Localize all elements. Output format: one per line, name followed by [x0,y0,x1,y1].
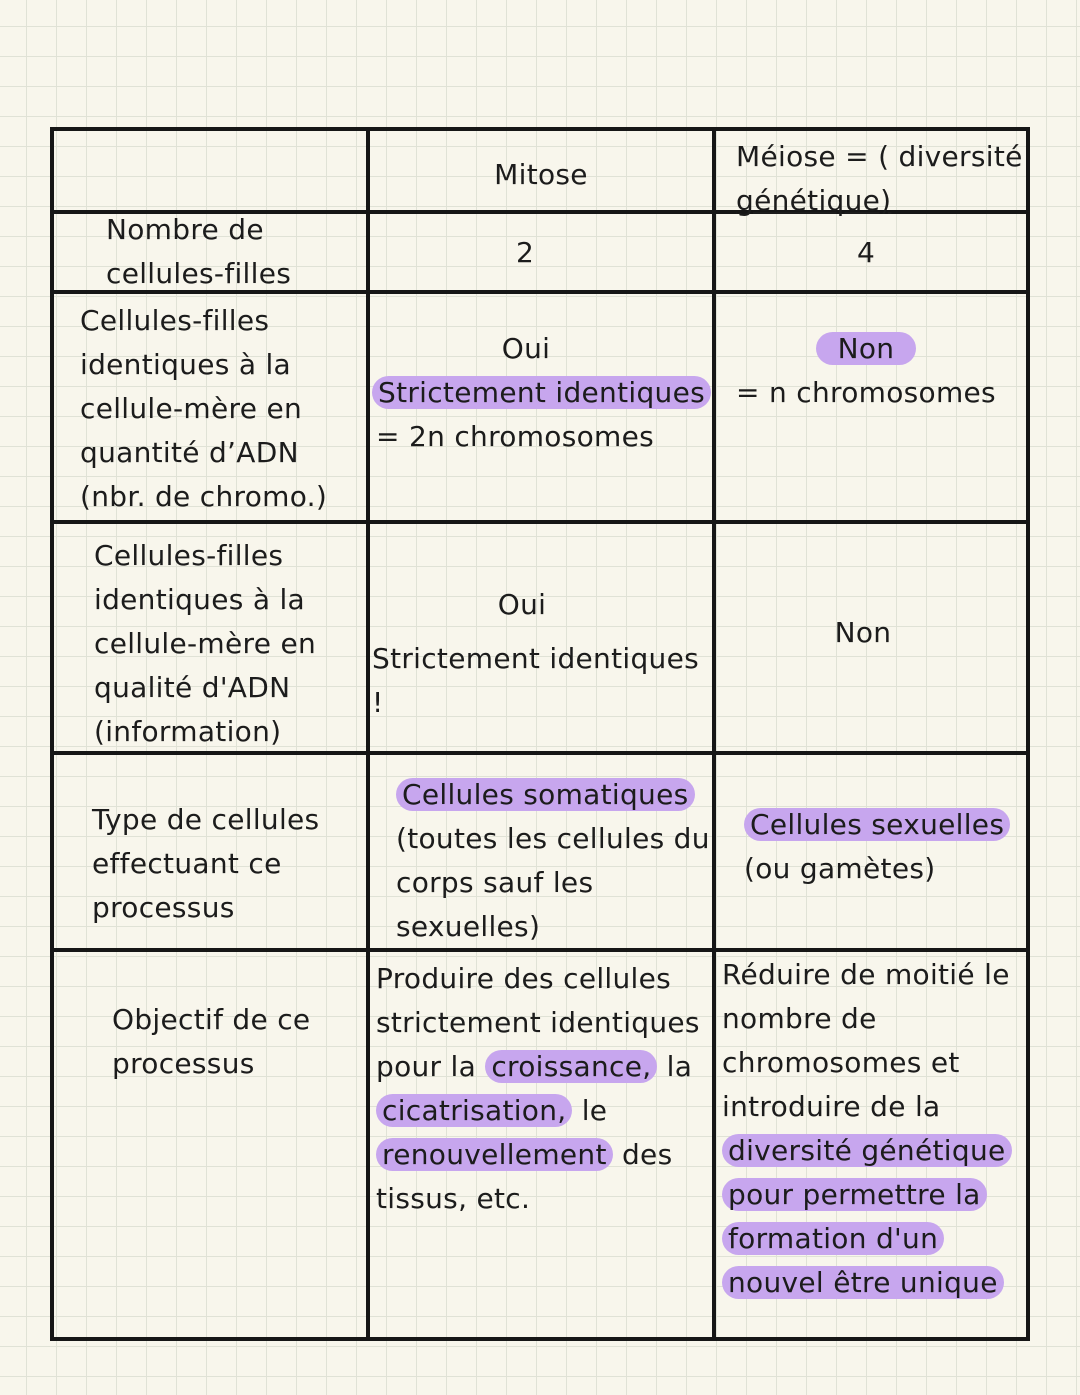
type-mitose-highlight: Cellules somatiques [396,778,695,811]
header-meiose [736,135,1030,223]
type-meiose-highlight: Cellules sexuelles [744,808,1010,841]
objectif-mitose-text4: des tissus, etc. [376,1138,673,1215]
qualite-mitose-identiques: Strictement identiques ! [372,642,699,719]
objectif-mitose-text1: Produire des cellules strictement identiques pour la [376,962,700,1083]
header-mitose: Mitose [494,158,588,191]
objectif-meiose-highlight: diversité génétique pour permettre la formation d'un nouvel être unique [722,1134,1012,1299]
quantite-mitose [372,327,712,459]
header-meiose-line2: génétique) [736,184,892,217]
qualite-mitose-oui: Oui [497,588,547,621]
quantite-meiose-non: Non [816,332,917,365]
nombre-mitose: 2 [515,236,535,269]
quantite-mitose-chromosomes: = 2n chromosomes [376,420,655,453]
type-mitose [396,773,712,949]
nombre-meiose: 4 [856,236,876,269]
objectif-mitose [376,957,712,1221]
objectif-meiose [722,953,1028,1305]
objectif-mitose-renouvellement: renouvellement [376,1138,613,1171]
row-label-quantite: Cellules-filles identiques à la cellule-mère en quantité d’ADN (nbr. de chromo.) [80,304,328,513]
objectif-meiose-text: Réduire de moitié le nombre de chromosomes et introduire de la [722,958,1010,1123]
row-label-type: Type de cellules effectuant ce processus [92,803,320,924]
quantite-meiose [716,327,1016,415]
type-meiose-detail: (ou gamètes) [744,852,936,885]
qualite-mitose [372,583,712,725]
header-meiose-line1: Méiose = ( diversité [736,140,1023,173]
comparison-table [50,127,1030,1341]
type-meiose [744,803,1034,891]
objectif-mitose-cicatrisation: cicatrisation, [376,1094,572,1127]
column-divider [712,131,716,1337]
objectif-mitose-text2: la [666,1050,693,1083]
quantite-mitose-oui: Oui [501,332,551,365]
row-label-objectif: Objectif de ce processus [112,1003,311,1080]
quantite-mitose-highlight: Strictement identiques [372,376,711,409]
row-label-qualite: Cellules-filles identiques à la cellule-mère en qualité d'ADN (information) [94,539,317,748]
objectif-mitose-croissance: croissance, [485,1050,657,1083]
type-mitose-detail: (toutes les cellules du corps sauf les sexuelles) [396,822,710,943]
row-divider [54,520,1026,524]
quantite-meiose-chromosomes: = n chromosomes [736,376,996,409]
qualite-meiose: Non [834,616,892,649]
row-label-nombre: Nombre de cellules-filles [106,213,292,290]
objectif-mitose-text3: le [581,1094,608,1127]
